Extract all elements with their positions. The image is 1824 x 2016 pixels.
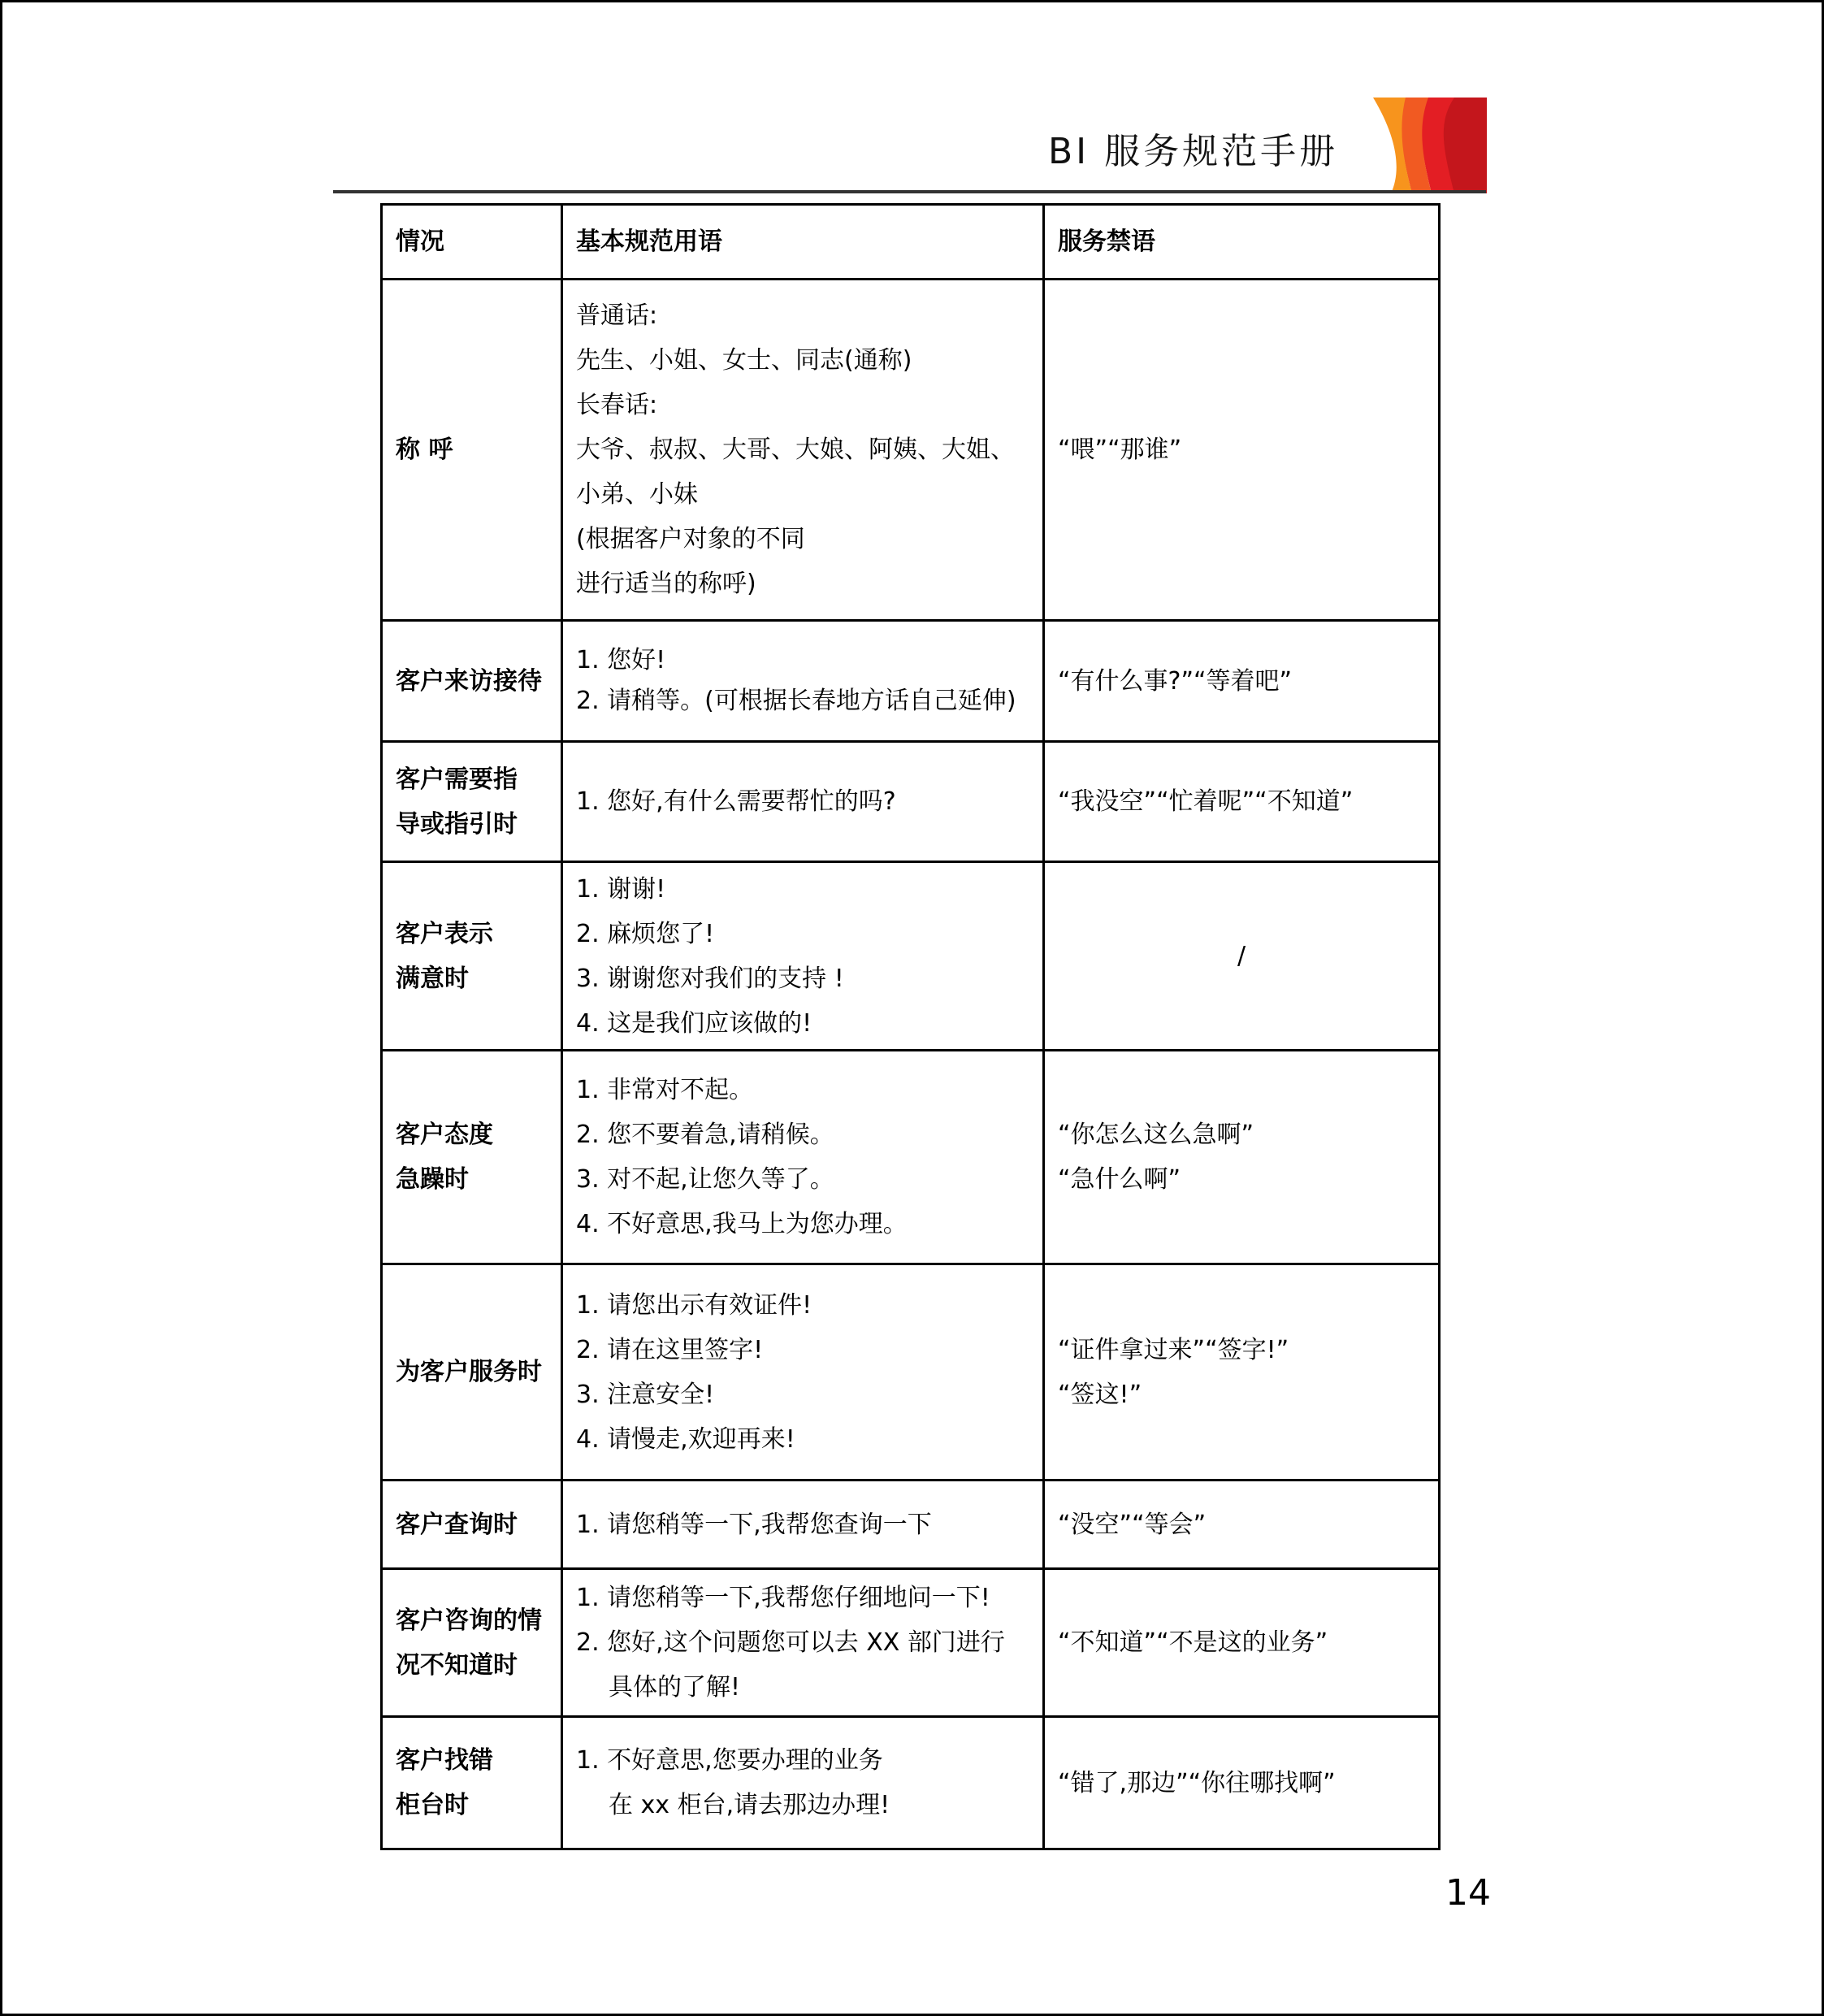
- forbidden-phrases-cell: [1044, 742, 1440, 862]
- situation-text: 导或指引时: [396, 809, 518, 839]
- standard-phrase: 1. 非常对不起。: [576, 1076, 754, 1104]
- situation-cell: [382, 742, 562, 862]
- situation-text: 满意时: [396, 964, 469, 993]
- brand-flame-logo: [1373, 98, 1487, 193]
- standard-phrases-cell: [562, 621, 1044, 742]
- forbidden-phrases-cell: [1044, 1051, 1440, 1264]
- standard-phrase: 2. 麻烦您了!: [576, 919, 715, 948]
- standard-phrase: 1. 请您稍等一下,我帮您查询一下: [576, 1510, 932, 1539]
- table-row: [382, 280, 1440, 621]
- standard-phrase: 2. 请在这里签字!: [576, 1335, 764, 1364]
- situation-text: 客户来访接待: [396, 666, 542, 696]
- page-number: 14: [1445, 1872, 1491, 1914]
- standard-phrase: 3. 谢谢您对我们的支持 !: [576, 964, 844, 993]
- table-header-row: [382, 205, 1440, 280]
- forbidden-phrases-cell: [1044, 1569, 1440, 1717]
- standard-phrase: 长春话:: [576, 391, 658, 419]
- standard-phrase: 1. 请您出示有效证件!: [576, 1290, 812, 1320]
- column-header-situation: 情况: [382, 205, 562, 280]
- situation-text: 柜台时: [396, 1791, 469, 1819]
- situation-text: 客户咨询的情: [396, 1606, 542, 1635]
- table-row: [382, 1481, 1440, 1569]
- header-title: BI 服务规范手册: [1048, 131, 1339, 172]
- standard-phrase: 1. 请您稍等一下,我帮您仔细地问一下!: [576, 1584, 990, 1612]
- forbidden-phrase: “喂”“那谁”: [1058, 436, 1182, 464]
- standard-phrase: 4. 不好意思,我马上为您办理。: [576, 1210, 908, 1238]
- standard-phrases-cell: [562, 1264, 1044, 1481]
- standard-phrase: 4. 请慢走,欢迎再来!: [576, 1424, 795, 1454]
- standard-phrases-cell: [562, 1481, 1044, 1569]
- standard-phrase: 3. 注意安全!: [576, 1380, 715, 1409]
- situation-text: 为客户服务时: [396, 1358, 542, 1386]
- forbidden-phrase: “错了,那边”“你往哪找啊”: [1058, 1768, 1336, 1797]
- forbidden-phrase: “证件拿过来”“签字!”: [1058, 1335, 1289, 1364]
- situation-text: 客户态度: [396, 1121, 493, 1149]
- forbidden-phrases-cell: [1044, 862, 1440, 1051]
- forbidden-phrase: “我没空”“忙着呢”“不知道”: [1058, 787, 1354, 816]
- situation-cell: [382, 1264, 562, 1481]
- situation-text: 客户表示: [396, 919, 493, 948]
- standard-phrase: (根据客户对象的不同: [576, 525, 805, 553]
- standard-phrase: 1. 您好,有什么需要帮忙的吗?: [576, 787, 896, 816]
- standard-phrase: 小弟、小妹: [576, 480, 698, 509]
- standard-phrases-cell: [562, 862, 1044, 1051]
- standard-phrase: 3. 对不起,让您久等了。: [576, 1165, 834, 1194]
- situation-text: 称 呼: [396, 436, 453, 464]
- standard-phrase: 2. 您好,这个问题您可以去 XX 部门进行: [576, 1628, 1005, 1657]
- situation-cell: [382, 1051, 562, 1264]
- forbidden-phrase: /: [1237, 942, 1246, 970]
- situation-cell: [382, 280, 562, 621]
- standard-phrase: 普通话:: [576, 301, 658, 330]
- standard-phrase: 先生、小姐、女士、同志(通称): [576, 346, 912, 375]
- situation-text: 况不知道时: [396, 1650, 518, 1680]
- table-row: [382, 862, 1440, 1051]
- situation-cell: [382, 621, 562, 742]
- forbidden-phrase: “签这!”: [1058, 1380, 1142, 1409]
- standard-phrases-cell: [562, 1569, 1044, 1717]
- table-row: [382, 621, 1440, 742]
- situation-cell: [382, 1717, 562, 1849]
- forbidden-phrase: “不知道”“不是这的业务”: [1058, 1628, 1328, 1657]
- forbidden-phrase: “急什么啊”: [1058, 1165, 1181, 1194]
- standard-phrases-cell: [562, 280, 1044, 621]
- forbidden-phrases-cell: [1044, 1264, 1440, 1481]
- situation-text: 客户需要指: [396, 765, 518, 794]
- table-row: [382, 742, 1440, 862]
- table-row: [382, 1051, 1440, 1264]
- standard-phrase: 在 xx 柜台,请去那边办理!: [609, 1791, 890, 1819]
- standard-phrase: 具体的了解!: [609, 1673, 741, 1702]
- situation-text: 客户找错: [396, 1746, 493, 1775]
- column-header-standard-phrases: 基本规范用语: [562, 205, 1044, 280]
- table-row: [382, 1264, 1440, 1481]
- service-spec-table: [380, 203, 1441, 1850]
- situation-text: 急躁时: [396, 1165, 469, 1194]
- standard-phrase: 1. 您好!: [576, 646, 666, 674]
- forbidden-phrases-cell: [1044, 621, 1440, 742]
- forbidden-phrases-cell: [1044, 280, 1440, 621]
- standard-phrase: 进行适当的称呼): [576, 570, 756, 598]
- forbidden-phrase: “你怎么这么急啊”: [1058, 1121, 1254, 1149]
- situation-text: 客户查询时: [396, 1510, 518, 1539]
- table-row: [382, 1569, 1440, 1717]
- header-rule: [333, 190, 1486, 193]
- situation-cell: [382, 862, 562, 1051]
- standard-phrase: 1. 不好意思,您要办理的业务: [576, 1746, 883, 1775]
- standard-phrase: 2. 您不要着急,请稍候。: [576, 1121, 834, 1149]
- standard-phrases-cell: [562, 1051, 1044, 1264]
- standard-phrases-cell: [562, 742, 1044, 862]
- forbidden-phrase: “有什么事?”“等着吧”: [1058, 666, 1293, 696]
- situation-cell: [382, 1481, 562, 1569]
- forbidden-phrases-cell: [1044, 1717, 1440, 1849]
- forbidden-phrases-cell: [1044, 1481, 1440, 1569]
- standard-phrase: 大爷、叔叔、大哥、大娘、阿姨、大姐、: [576, 436, 1015, 464]
- forbidden-phrase: “没空”“等会”: [1058, 1510, 1207, 1539]
- standard-phrase: 2. 请稍等。(可根据长春地方话自己延伸): [576, 687, 1016, 715]
- column-header-forbidden-phrases: 服务禁语: [1044, 205, 1440, 280]
- standard-phrases-cell: [562, 1717, 1044, 1849]
- situation-cell: [382, 1569, 562, 1717]
- table-row: [382, 1717, 1440, 1849]
- standard-phrase: 4. 这是我们应该做的!: [576, 1008, 812, 1038]
- standard-phrase: 1. 谢谢!: [576, 874, 666, 904]
